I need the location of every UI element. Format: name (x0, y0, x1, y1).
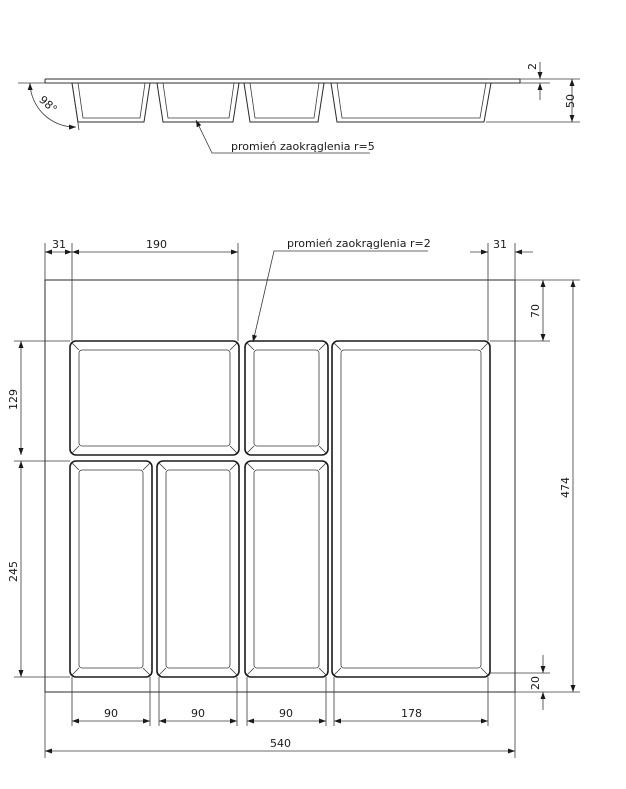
profile-view (18, 62, 580, 153)
dim-width-3: 90 (279, 707, 293, 720)
profile-height-dim: 50 (564, 94, 577, 108)
dim-upper-height: 129 (7, 389, 20, 410)
plan-radius-note: promień zaokrąglenia r=2 (287, 237, 431, 250)
dim-lower-height: 245 (7, 561, 20, 582)
wall-thickness-dim: 2 (526, 63, 539, 70)
compartment-lower-2 (157, 461, 239, 677)
dim-width-2: 90 (191, 707, 205, 720)
dim-total-depth: 474 (559, 477, 572, 498)
compartment-lower-3 (245, 461, 328, 677)
dim-bottom-gap: 20 (529, 676, 542, 690)
angle-label: 98° (36, 93, 60, 116)
plan-view (7, 237, 580, 758)
dim-top-gap: 70 (529, 304, 542, 318)
compartment-upper-left (70, 341, 239, 455)
compartment-upper-middle (245, 341, 328, 455)
dim-first-width: 190 (146, 238, 167, 251)
compartment-lower-1 (70, 461, 152, 677)
dim-width-1: 90 (104, 707, 118, 720)
dim-left-margin: 31 (52, 238, 66, 251)
compartment-right (332, 341, 490, 677)
dim-right-margin: 31 (493, 238, 507, 251)
dim-width-4: 178 (401, 707, 422, 720)
dim-total-width: 540 (270, 737, 291, 750)
profile-radius-note: promień zaokrąglenia r=5 (231, 140, 375, 153)
